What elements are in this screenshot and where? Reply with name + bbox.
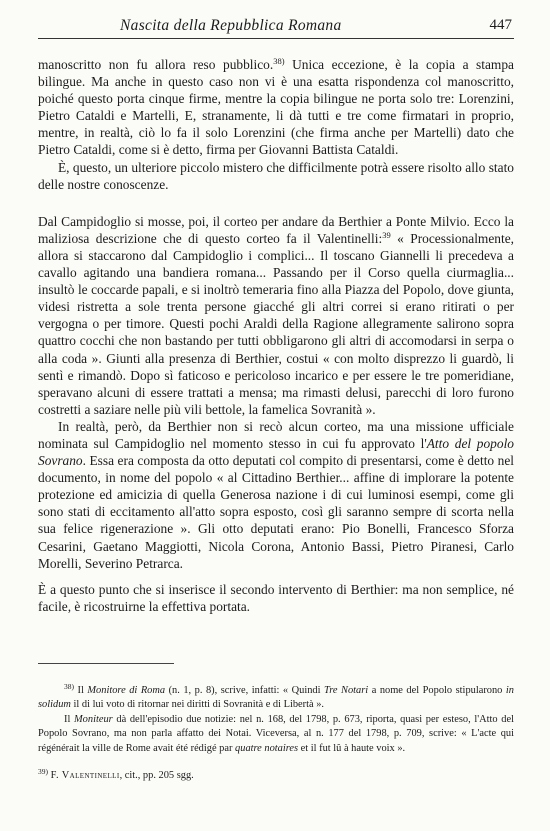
- footnotes: [38, 684, 514, 783]
- paragraph-5: È a questo punto che si inserisce il secondo intervento di Berthier: ma non semplice, né facile, è ricostruirne la effettiva portata.: [38, 581, 514, 614]
- cited-author: F. Valentinelli: [50, 770, 120, 782]
- paragraph-4: In realtà, però, da Berthier non si recò alcun corteo, ma una missione ufficiale nominata sul Campidoglio nel momento stesso in cui fu approvato l'Atto del popolo Sovrano. Essa era composta da otto deputati col compito di presentarsi, come è detto nel documento, in nome del popolo « al Cittadino Berthier... affine di implorare la potente protezione ed amicizia di quella Generosa nazione i di cui luminosi esempi, come gli sono stati di eccitamento all'atto sopra esposto, così gli saranno sempre di scorta nella sua felice rigenerazione ». Gli otto deputati erano: Pio Bonelli, Francesco Sforza Cesarini, Gaetano Maggiotti, Nicola Corona, Antonio Bassi, Pietro Piranesi, Carlo Morelli, Severino Petrarca.: [38, 418, 514, 571]
- running-title: Nascita della Repubblica Romana: [120, 17, 342, 34]
- footnote-38-continued: Il Moniteur dà dell'episodio due notizie: nel n. 168, del 1798, p. 673, riporta, quasi per esteso, l'Atto del Popolo Sovrano, ma non parla affatto dei Notai. Viceversa, al n. 177 del 1798, p. 709, scrive: « L'acte qui régénérait la ville de Rome avait été rédigé par quatre notaires et il fut lû à haute voix ».: [38, 713, 514, 754]
- paragraph-3: Dal Campidoglio si mosse, poi, il corteo per andare da Berthier a Ponte Milvio. Ecco la maliziosa descrizione che di questo corteo fa il Valentinelli:$^{39}$ « Processionalmente, allora si staccarono dal Campidoglio i complici... Il toscano Giannelli li precedeva a cavallo agitando una bandiera romana... Passando per il Corso quella ciurmaglia... insultò le coccarde papali, e si inoltrò temeraria fino alla Piazza del Popolo, dove giunta, videsi ristretta a sole trenta persone giacché gli altri correi si erano ritirati o per vergogna o per timore. Questi pochi Araldi della Ragione allegramente salirono sopra quattro cocchi che non bastando per tutti obbligarono gli altri di accomodarsi in serpa o alla coda ». Giunti alla presenza di Berthier, costui « con molto disprezzo li guardò, li sentì e rimandò. Dopo sì faticoso e pericoloso incarico e per essere le tre pomeridiane, speravano alcuni di essere trattati a mensa; ma rimasti delusi, parecchi di loro furono costretti a saziare nelle più vili bettole, la famelica Sovranità ».: [38, 213, 514, 417]
- footnote-ref-38[interactable]: 38): [273, 56, 285, 66]
- footnote-ref-39[interactable]: 39: [382, 229, 391, 240]
- main-text: [38, 56, 514, 615]
- page-number: 447: [489, 17, 512, 33]
- footnote-marker-38: 38): [64, 682, 74, 691]
- paragraph-2: È, questo, un ulteriore piccolo mistero che difficilmente potrà essere risolto allo stato delle nostre conoscenze.: [38, 159, 514, 192]
- document-title: Atto del popolo Sovrano: [38, 435, 514, 469]
- footnote-marker-39: 39): [38, 767, 48, 777]
- paragraph-1: manoscritto non fu allora reso pubblico.$^{38)}$ Unica eccezione, è la copia a stampa bilingue. Ma anche in questo caso non vi è una esatta rispondenza col manoscritto, poiché questo porta cinque firme, mentre la copia bilingue ne porta solo tre: Lorenzini, Pietro Cataldi e Martelli, E, stranamente, li dà tutti e tre come firmatari in proprio, mentre, in realtà, ciò lo fa il solo Lorenzini (che firma anche per Martelli) dato che Pietro Cataldi, come si è detto, firma per Giovanni Battista Cataldi.: [38, 56, 514, 158]
- footnote-divider: [38, 663, 174, 664]
- running-header: [38, 16, 514, 39]
- footnote-39: $^{39)}$ F. Valentinelli, cit., pp. 205 sgg.: [38, 767, 194, 782]
- footnote-38: $^{38)}$ Il Monitore di Roma (n. 1, p. 8), scrive, infatti: « Quindi Tre Notari a nome del Popolo stipularono in solidum il di lui voto di ritornar nei diritti di Sovranità e di Libertà ».: [38, 682, 514, 711]
